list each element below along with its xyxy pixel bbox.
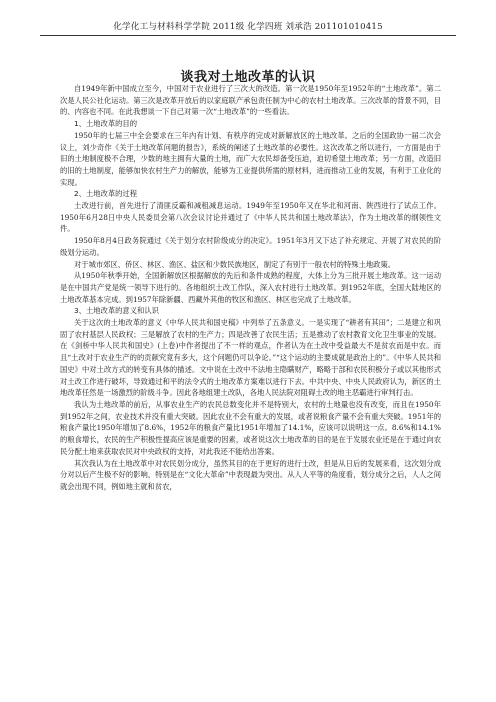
body-paragraph: 对于城市郊区、侨区、林区、渔区、盐区和少数民族地区，制定了有别于一般农村的特殊土地政策。 [74,259,396,269]
body-paragraph: 我认为土地改革的前后，从事农业生产的农民总数变化并不是特别大，农村的土地量也没有改变，而且在1950年到1952年之间，农业技术并没有重大突破。因此农业不会有重大的发展，或者说粮食产量不会有重大突破。1951年的粮食产量比1950年增加了8.6%，1952年的粮食产量比1951年增加了14.1%，应该可以说明这一点。8.6%和14.1%的粮食增长，农民的生产积极性提高应该是重要的因素，或者说这次土地改革的目的是在于发展农业还是在于通过向农民分配土地来获取农民对中央政权的支持，对此我还不能给出答案。 [60,399,441,456]
body-paragraph: 其次我认为在土地改革中对农民划分成分，虽然其目的在于更好的进行土改，但是从日后的发展来看，这次划分成分对以后产生极不好的影响，特别是在“文化大革命”中表现最为突出。从人人平等的角度看，划分成分之后，人人之间就会出现不同，例如地主就和贫农， [60,458,441,491]
section-heading: 2、土地改革的过程 [74,189,138,199]
body-paragraph: 1950年8月4日政务院通过《关于划分农村阶级成分的决定》。1951年3月又下达了补充规定、开展了对农民的阶级划分运动。 [60,236,441,257]
body-paragraph: 从1950年秋季开始，全国新解放区根据解放的先后和条件成熟的程度，大体上分为三批开展土地改革。这一运动是在中国共产党是统一领导下进行的。各地组织土改工作队，深入农村进行土地改革。到1952年底，全国大陆地区的土地改革基本完成。到1957年除新疆、西藏外其他的牧区和渔区、林区也完成了土地改革。 [60,271,441,304]
section-heading: 1、土地改革的目的 [74,119,138,129]
page-header: 化学化工与材料科学学院 2011级 化学四班 刘承浩 201101010415 [40,20,456,36]
body-paragraph: 1950年的七届三中全会要求在三年内有计划、有秩序的完成对新解放区的土地改革。之后的全国政协一届二次会议上，刘少奇作《关于土地改革问题的报告》，系统的阐述了土地改革的必要性。这次改革之所以进行，一方面是由于旧的土地制度极不合理，少数的地主拥有大量的土地，而广大农民却备受压迫，迫切希望土地改革；另一方面，改造旧的旧的土地制度，能够加快农村生产力的解放，能够为工业提供所需的原材料，进而推动工业的发展，有利于工业化的实现。 [60,130,441,187]
section-heading: 3、土地改革的意义和认识 [74,306,159,316]
body-paragraph: 土改进行前，首先进行了清匪反霸和减租减息运动。1949年至1950年又在华北和河南、陕西进行了试点工作。1950年6月28日中央人民委员会第八次会议讨论并通过了《中华人民共和国土地改革法》，作为土地改革的纲领性文件。 [60,201,441,234]
intro-paragraph: 自1949年新中国成立至今，中国对于农业进行了三次大的改造。第一次是1950年至1952年的“土地改革”。第二次是人民公社化运动。第三次是改革开放后的以家庭联产承包责任制为中心的农村土地改革。三次改革的背景不同，目的、内容也不同。在此我想谈一下自己对第一次“土地改革”的一些看法。 [60,84,441,117]
document-body [60,83,441,493]
body-paragraph: 关于这次的土地改革的意义《中华人民共和国史稿》中列举了五条意义。一是实现了“耕者有其田”；二是建立和巩固了农村基层人民政权；三是解放了农村的生产力；四是改善了农民生活；五是推动了农村教育文化卫生事业的发展。在《剑桥中华人民共和国史》(上卷)中作者提出了不一样的观点，作者认为在土改中受益最大不是贫农而是中农。而且“土改对于农业生产的的贡献究竟有多大，这个问题仍可以争论。”“这个运动的主要成就是政治上的”。《中华人民共和国史》中对土改方式的转变有具体的描述。文中说在土改中不法地主隐瞒财产，略略于部和农民积极分子或以其他形式对土改工作进行破坏，导致通过和平的法令式的土地改革方案难以进行下去。中共中央、中央人民政府认为，新区的土地改革任然是一场激烈的阶级斗争。因此各地组建土改队，各地人民法院对阻碍土改的地主恶霸进行审判打击。 [60,318,441,398]
document-title: 谈我对土地改革的认识 [180,70,316,85]
